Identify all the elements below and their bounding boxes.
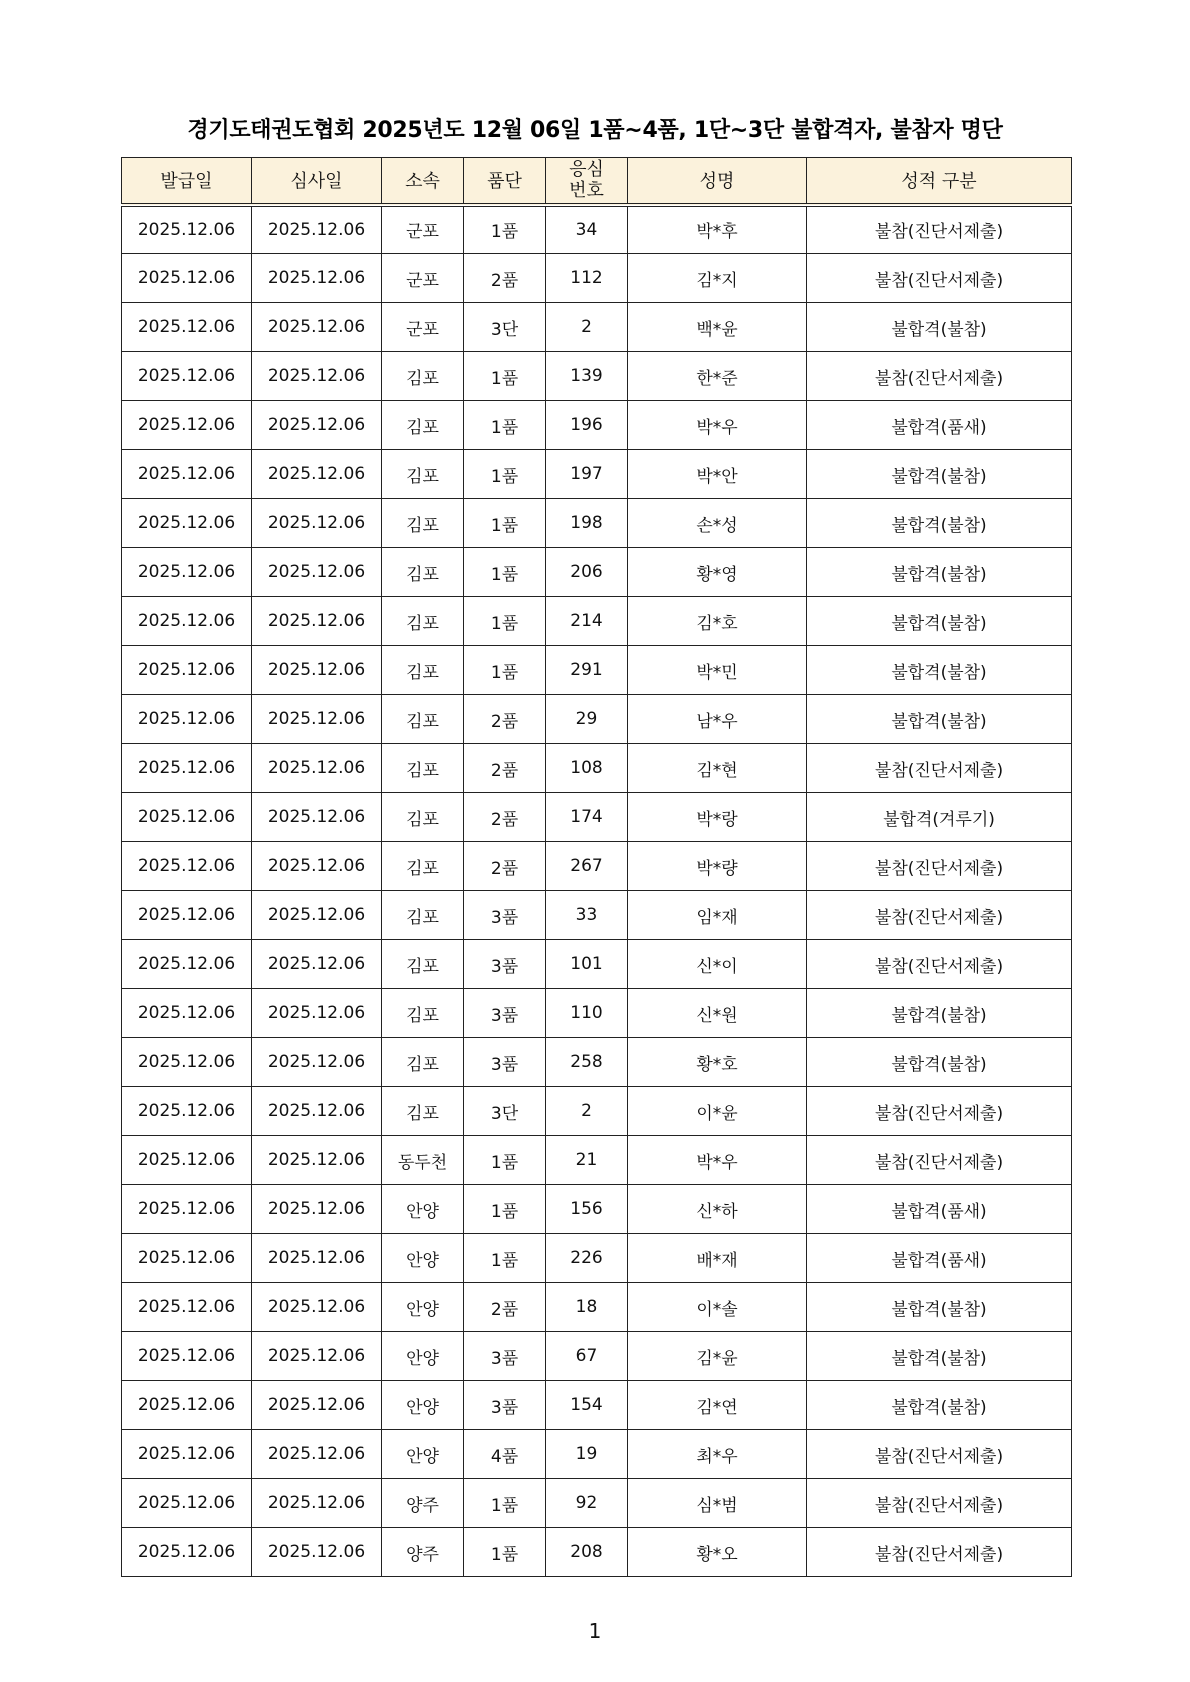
header-issue-date: 발급일 xyxy=(122,158,252,205)
cell-issue-date: 2025.12.06 xyxy=(122,1087,252,1136)
cell-result: 불참(진단서제출) xyxy=(807,1479,1072,1528)
cell-rank: 2품 xyxy=(464,695,546,744)
cell-exam-number: 2 xyxy=(546,303,628,352)
table-row xyxy=(122,254,1072,303)
cell-rank: 1품 xyxy=(464,401,546,450)
cell-exam-number: 33 xyxy=(546,891,628,940)
cell-exam-date: 2025.12.06 xyxy=(252,597,382,646)
cell-result: 불합격(품새) xyxy=(807,401,1072,450)
cell-exam-number: 196 xyxy=(546,401,628,450)
cell-result: 불합격(품새) xyxy=(807,1185,1072,1234)
table-row xyxy=(122,1234,1072,1283)
cell-exam-number: 101 xyxy=(546,940,628,989)
cell-rank: 2품 xyxy=(464,842,546,891)
header-name: 성명 xyxy=(628,158,807,205)
cell-name: 이*솔 xyxy=(628,1283,807,1332)
cell-name: 박*량 xyxy=(628,842,807,891)
cell-exam-date: 2025.12.06 xyxy=(252,842,382,891)
table-row xyxy=(122,1136,1072,1185)
cell-exam-number: 67 xyxy=(546,1332,628,1381)
cell-issue-date: 2025.12.06 xyxy=(122,205,252,254)
table-row xyxy=(122,205,1072,254)
cell-issue-date: 2025.12.06 xyxy=(122,695,252,744)
cell-exam-number: 156 xyxy=(546,1185,628,1234)
cell-issue-date: 2025.12.06 xyxy=(122,1430,252,1479)
cell-issue-date: 2025.12.06 xyxy=(122,1038,252,1087)
cell-name: 김*연 xyxy=(628,1381,807,1430)
table-row xyxy=(122,303,1072,352)
table-row xyxy=(122,1087,1072,1136)
cell-rank: 3품 xyxy=(464,989,546,1038)
cell-issue-date: 2025.12.06 xyxy=(122,842,252,891)
cell-affiliation: 안양 xyxy=(382,1332,464,1381)
cell-rank: 1품 xyxy=(464,450,546,499)
cell-result: 불참(진단서제출) xyxy=(807,1430,1072,1479)
cell-issue-date: 2025.12.06 xyxy=(122,548,252,597)
cell-result: 불참(진단서제출) xyxy=(807,842,1072,891)
cell-issue-date: 2025.12.06 xyxy=(122,1283,252,1332)
cell-affiliation: 김포 xyxy=(382,891,464,940)
cell-issue-date: 2025.12.06 xyxy=(122,1185,252,1234)
table-row xyxy=(122,842,1072,891)
cell-rank: 1품 xyxy=(464,1528,546,1577)
cell-name: 최*우 xyxy=(628,1430,807,1479)
cell-name: 김*호 xyxy=(628,597,807,646)
cell-issue-date: 2025.12.06 xyxy=(122,303,252,352)
table-row xyxy=(122,1479,1072,1528)
cell-rank: 1품 xyxy=(464,1136,546,1185)
cell-issue-date: 2025.12.06 xyxy=(122,793,252,842)
cell-affiliation: 김포 xyxy=(382,352,464,401)
cell-rank: 2품 xyxy=(464,1283,546,1332)
cell-affiliation: 김포 xyxy=(382,548,464,597)
cell-issue-date: 2025.12.06 xyxy=(122,401,252,450)
cell-affiliation: 안양 xyxy=(382,1381,464,1430)
cell-name: 박*민 xyxy=(628,646,807,695)
cell-name: 남*우 xyxy=(628,695,807,744)
cell-issue-date: 2025.12.06 xyxy=(122,254,252,303)
cell-result: 불참(진단서제출) xyxy=(807,1087,1072,1136)
cell-result: 불합격(불참) xyxy=(807,1332,1072,1381)
cell-name: 임*재 xyxy=(628,891,807,940)
cell-exam-date: 2025.12.06 xyxy=(252,303,382,352)
table-row xyxy=(122,1381,1072,1430)
cell-name: 신*이 xyxy=(628,940,807,989)
cell-affiliation: 김포 xyxy=(382,401,464,450)
table-row xyxy=(122,401,1072,450)
cell-result: 불참(진단서제출) xyxy=(807,205,1072,254)
cell-exam-date: 2025.12.06 xyxy=(252,891,382,940)
cell-issue-date: 2025.12.06 xyxy=(122,1332,252,1381)
cell-rank: 3품 xyxy=(464,891,546,940)
cell-affiliation: 양주 xyxy=(382,1528,464,1577)
cell-rank: 1품 xyxy=(464,205,546,254)
cell-exam-date: 2025.12.06 xyxy=(252,548,382,597)
header-result: 성적 구분 xyxy=(807,158,1072,205)
table-row xyxy=(122,1528,1072,1577)
cell-exam-date: 2025.12.06 xyxy=(252,352,382,401)
cell-affiliation: 김포 xyxy=(382,744,464,793)
cell-exam-date: 2025.12.06 xyxy=(252,205,382,254)
cell-rank: 2품 xyxy=(464,793,546,842)
table-row xyxy=(122,1038,1072,1087)
cell-rank: 1품 xyxy=(464,1479,546,1528)
cell-exam-date: 2025.12.06 xyxy=(252,1528,382,1577)
cell-exam-date: 2025.12.06 xyxy=(252,793,382,842)
header-affiliation: 소속 xyxy=(382,158,464,205)
table-row xyxy=(122,793,1072,842)
cell-issue-date: 2025.12.06 xyxy=(122,989,252,1038)
cell-exam-number: 139 xyxy=(546,352,628,401)
table-row xyxy=(122,891,1072,940)
cell-exam-number: 19 xyxy=(546,1430,628,1479)
cell-exam-date: 2025.12.06 xyxy=(252,1283,382,1332)
cell-result: 불합격(불참) xyxy=(807,695,1072,744)
cell-name: 박*후 xyxy=(628,205,807,254)
cell-exam-number: 206 xyxy=(546,548,628,597)
table-row xyxy=(122,1185,1072,1234)
document-title: 경기도태권도협회 2025년도 12월 06일 1품~4품, 1단~3단 불합격자, 불참자 명단 xyxy=(187,118,1003,143)
cell-issue-date: 2025.12.06 xyxy=(122,744,252,793)
cell-result: 불합격(불참) xyxy=(807,303,1072,352)
cell-exam-date: 2025.12.06 xyxy=(252,744,382,793)
cell-exam-number: 108 xyxy=(546,744,628,793)
cell-exam-number: 174 xyxy=(546,793,628,842)
cell-result: 불참(진단서제출) xyxy=(807,1528,1072,1577)
cell-name: 심*범 xyxy=(628,1479,807,1528)
cell-exam-date: 2025.12.06 xyxy=(252,1038,382,1087)
cell-result: 불합격(불참) xyxy=(807,646,1072,695)
cell-affiliation: 군포 xyxy=(382,205,464,254)
cell-exam-number: 92 xyxy=(546,1479,628,1528)
cell-affiliation: 김포 xyxy=(382,793,464,842)
cell-name: 한*준 xyxy=(628,352,807,401)
table-row xyxy=(122,352,1072,401)
cell-exam-date: 2025.12.06 xyxy=(252,940,382,989)
results-table xyxy=(121,157,1072,1577)
cell-exam-number: 258 xyxy=(546,1038,628,1087)
cell-name: 이*윤 xyxy=(628,1087,807,1136)
table-row xyxy=(122,597,1072,646)
cell-affiliation: 군포 xyxy=(382,303,464,352)
cell-rank: 3품 xyxy=(464,1332,546,1381)
cell-exam-number: 291 xyxy=(546,646,628,695)
cell-rank: 1품 xyxy=(464,548,546,597)
cell-exam-date: 2025.12.06 xyxy=(252,1332,382,1381)
cell-exam-number: 214 xyxy=(546,597,628,646)
cell-affiliation: 김포 xyxy=(382,1038,464,1087)
cell-issue-date: 2025.12.06 xyxy=(122,450,252,499)
cell-exam-number: 112 xyxy=(546,254,628,303)
cell-result: 불합격(불참) xyxy=(807,1038,1072,1087)
cell-result: 불참(진단서제출) xyxy=(807,254,1072,303)
cell-rank: 1품 xyxy=(464,1234,546,1283)
cell-exam-number: 198 xyxy=(546,499,628,548)
table-row xyxy=(122,450,1072,499)
cell-exam-date: 2025.12.06 xyxy=(252,450,382,499)
cell-exam-date: 2025.12.06 xyxy=(252,1234,382,1283)
cell-exam-date: 2025.12.06 xyxy=(252,1430,382,1479)
cell-affiliation: 안양 xyxy=(382,1430,464,1479)
cell-affiliation: 안양 xyxy=(382,1234,464,1283)
cell-result: 불참(진단서제출) xyxy=(807,891,1072,940)
cell-result: 불합격(불참) xyxy=(807,597,1072,646)
table-row xyxy=(122,940,1072,989)
cell-issue-date: 2025.12.06 xyxy=(122,646,252,695)
cell-rank: 3단 xyxy=(464,1087,546,1136)
cell-rank: 3품 xyxy=(464,1038,546,1087)
cell-exam-date: 2025.12.06 xyxy=(252,1479,382,1528)
cell-affiliation: 김포 xyxy=(382,842,464,891)
header-exam-number xyxy=(546,158,628,205)
cell-exam-date: 2025.12.06 xyxy=(252,401,382,450)
cell-exam-number: 226 xyxy=(546,1234,628,1283)
cell-name: 황*호 xyxy=(628,1038,807,1087)
cell-issue-date: 2025.12.06 xyxy=(122,352,252,401)
cell-rank: 1품 xyxy=(464,646,546,695)
cell-name: 김*현 xyxy=(628,744,807,793)
cell-affiliation: 김포 xyxy=(382,499,464,548)
table-row xyxy=(122,744,1072,793)
cell-exam-number: 18 xyxy=(546,1283,628,1332)
cell-affiliation: 안양 xyxy=(382,1185,464,1234)
cell-result: 불합격(불참) xyxy=(807,1381,1072,1430)
cell-result: 불참(진단서제출) xyxy=(807,352,1072,401)
cell-issue-date: 2025.12.06 xyxy=(122,1136,252,1185)
table-row xyxy=(122,1430,1072,1479)
cell-exam-number: 34 xyxy=(546,205,628,254)
cell-result: 불합격(품새) xyxy=(807,1234,1072,1283)
cell-issue-date: 2025.12.06 xyxy=(122,1528,252,1577)
header-rank: 품단 xyxy=(464,158,546,205)
cell-result: 불합격(불참) xyxy=(807,989,1072,1038)
cell-exam-number: 154 xyxy=(546,1381,628,1430)
cell-exam-date: 2025.12.06 xyxy=(252,695,382,744)
table-row xyxy=(122,1283,1072,1332)
cell-rank: 3단 xyxy=(464,303,546,352)
table-row xyxy=(122,1332,1072,1381)
cell-name: 신*하 xyxy=(628,1185,807,1234)
header-exam-number-line2: 번호 xyxy=(569,180,604,202)
cell-affiliation: 군포 xyxy=(382,254,464,303)
cell-affiliation: 양주 xyxy=(382,1479,464,1528)
cell-result: 불합격(불참) xyxy=(807,450,1072,499)
cell-name: 박*우 xyxy=(628,401,807,450)
cell-name: 김*윤 xyxy=(628,1332,807,1381)
cell-name: 배*재 xyxy=(628,1234,807,1283)
cell-affiliation: 김포 xyxy=(382,597,464,646)
cell-exam-number: 208 xyxy=(546,1528,628,1577)
cell-affiliation: 김포 xyxy=(382,1087,464,1136)
cell-issue-date: 2025.12.06 xyxy=(122,891,252,940)
table-row xyxy=(122,989,1072,1038)
cell-rank: 1품 xyxy=(464,499,546,548)
cell-affiliation: 김포 xyxy=(382,450,464,499)
cell-name: 백*윤 xyxy=(628,303,807,352)
cell-name: 박*안 xyxy=(628,450,807,499)
cell-name: 김*지 xyxy=(628,254,807,303)
cell-exam-date: 2025.12.06 xyxy=(252,499,382,548)
cell-result: 불합격(불참) xyxy=(807,1283,1072,1332)
cell-result: 불합격(겨루기) xyxy=(807,793,1072,842)
cell-name: 박*랑 xyxy=(628,793,807,842)
cell-result: 불참(진단서제출) xyxy=(807,940,1072,989)
table-body xyxy=(122,205,1072,1577)
cell-issue-date: 2025.12.06 xyxy=(122,1381,252,1430)
cell-issue-date: 2025.12.06 xyxy=(122,1234,252,1283)
cell-rank: 1품 xyxy=(464,597,546,646)
table-row xyxy=(122,695,1072,744)
header-exam-number-line1: 응심 xyxy=(569,159,604,181)
cell-name: 신*원 xyxy=(628,989,807,1038)
cell-rank: 3품 xyxy=(464,1381,546,1430)
cell-name: 황*영 xyxy=(628,548,807,597)
cell-exam-number: 2 xyxy=(546,1087,628,1136)
cell-result: 불합격(불참) xyxy=(807,548,1072,597)
cell-exam-date: 2025.12.06 xyxy=(252,254,382,303)
table-row xyxy=(122,499,1072,548)
cell-exam-number: 110 xyxy=(546,989,628,1038)
cell-affiliation: 김포 xyxy=(382,989,464,1038)
cell-issue-date: 2025.12.06 xyxy=(122,499,252,548)
cell-name: 박*우 xyxy=(628,1136,807,1185)
cell-result: 불합격(불참) xyxy=(807,499,1072,548)
cell-issue-date: 2025.12.06 xyxy=(122,940,252,989)
cell-rank: 1품 xyxy=(464,352,546,401)
page-number: 1 xyxy=(588,1619,602,1643)
cell-rank: 1품 xyxy=(464,1185,546,1234)
cell-issue-date: 2025.12.06 xyxy=(122,1479,252,1528)
cell-affiliation: 김포 xyxy=(382,940,464,989)
cell-name: 황*오 xyxy=(628,1528,807,1577)
cell-exam-date: 2025.12.06 xyxy=(252,646,382,695)
cell-affiliation: 김포 xyxy=(382,646,464,695)
cell-result: 불참(진단서제출) xyxy=(807,744,1072,793)
cell-rank: 2품 xyxy=(464,744,546,793)
cell-rank: 4품 xyxy=(464,1430,546,1479)
table-header-row xyxy=(122,158,1072,205)
cell-issue-date: 2025.12.06 xyxy=(122,597,252,646)
cell-affiliation: 안양 xyxy=(382,1283,464,1332)
cell-rank: 2품 xyxy=(464,254,546,303)
cell-exam-date: 2025.12.06 xyxy=(252,1087,382,1136)
cell-exam-date: 2025.12.06 xyxy=(252,1136,382,1185)
cell-exam-number: 197 xyxy=(546,450,628,499)
cell-affiliation: 김포 xyxy=(382,695,464,744)
cell-exam-number: 21 xyxy=(546,1136,628,1185)
cell-exam-number: 29 xyxy=(546,695,628,744)
cell-exam-date: 2025.12.06 xyxy=(252,989,382,1038)
cell-exam-number: 267 xyxy=(546,842,628,891)
cell-affiliation: 동두천 xyxy=(382,1136,464,1185)
cell-exam-date: 2025.12.06 xyxy=(252,1381,382,1430)
table-row xyxy=(122,646,1072,695)
cell-exam-date: 2025.12.06 xyxy=(252,1185,382,1234)
header-exam-date: 심사일 xyxy=(252,158,382,205)
cell-result: 불참(진단서제출) xyxy=(807,1136,1072,1185)
table-row xyxy=(122,548,1072,597)
cell-name: 손*성 xyxy=(628,499,807,548)
cell-rank: 3품 xyxy=(464,940,546,989)
